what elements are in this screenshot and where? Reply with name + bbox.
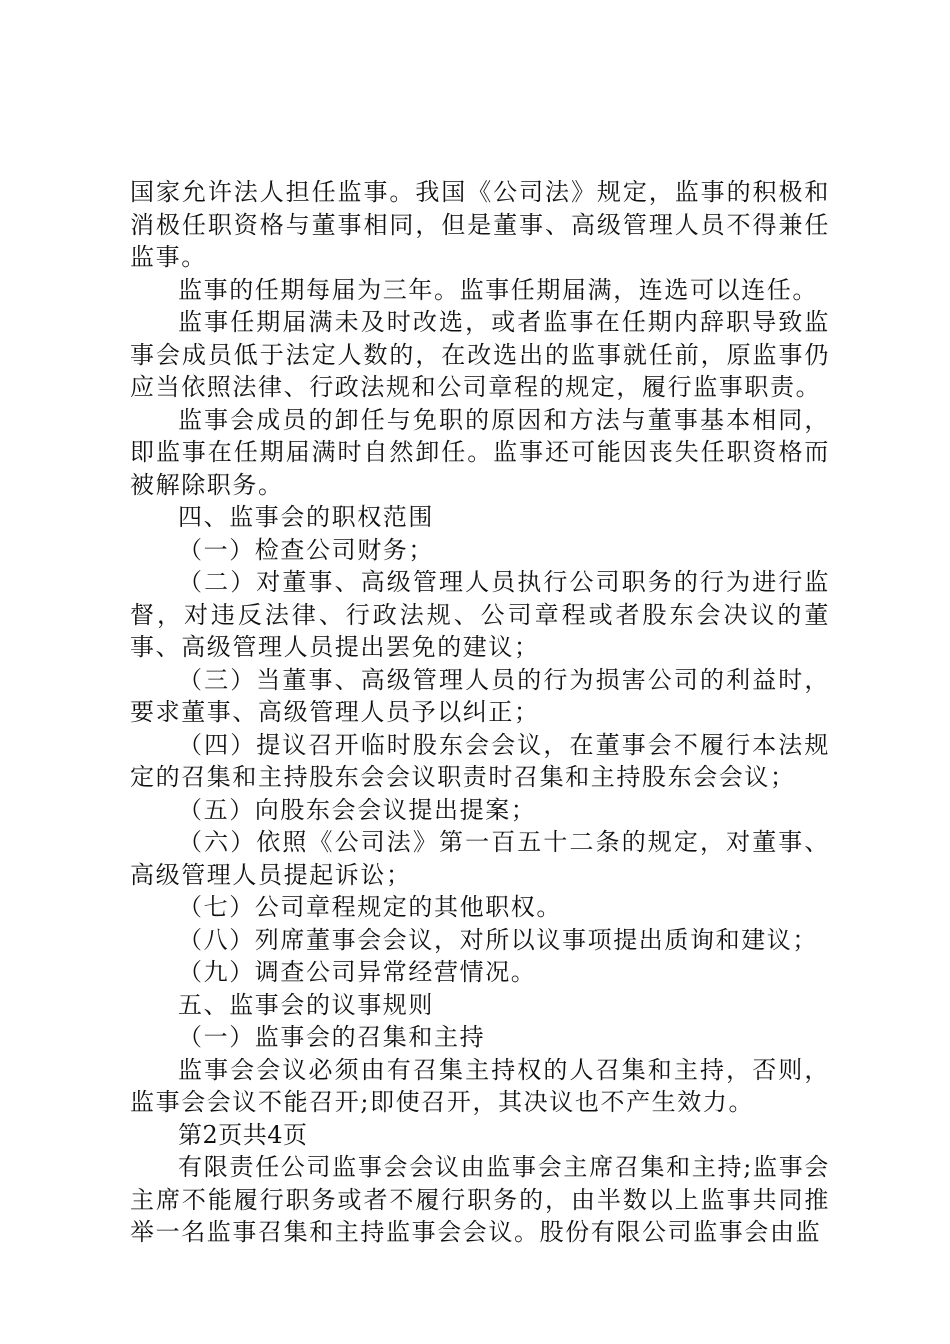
list-item: （四）提议召开临时股东会会议，在董事会不履行本法规定的召集和主持股东会会议职责时召集和主持股东会会议； [130, 730, 830, 791]
list-item: （六）依照《公司法》第一百五十二条的规定，对董事、高级管理人员提起诉讼； [130, 828, 830, 889]
paragraph: 国家允许法人担任监事。我国《公司法》规定，监事的积极和消极任职资格与董事相同，但是董事、高级管理人员不得兼任监事。 [130, 178, 830, 271]
list-item: （三）当董事、高级管理人员的行为损害公司的利益时，要求董事、高级管理人员予以纠正； [130, 665, 830, 726]
list-item: （五）向股东会会议提出提案； [178, 795, 537, 824]
paragraph: 监事任期届满未及时改选，或者监事在任期内辞职导致监事会成员低于法定人数的，在改选出的监事就任前，原监事仍应当依照法律、行政法规和公司章程的规定，履行监事职责。 [130, 308, 830, 401]
section-heading: 四、监事会的职权范围 [178, 503, 434, 531]
list-item: （九）调查公司异常经营情况。 [178, 958, 537, 986]
subsection-heading: （一）监事会的召集和主持 [178, 1023, 486, 1051]
list-item: （一）检查公司财务； [178, 535, 434, 564]
list-item: （七）公司章程规定的其他职权。 [178, 893, 562, 921]
section-heading: 五、监事会的议事规则 [178, 990, 434, 1019]
paragraph: 有限责任公司监事会会议由监事会主席召集和主持;监事会主席不能履行职务或者不履行职务的，由半数以上监事共同推举一名监事召集和主持监事会会议。股份有限公司监事会由监 [130, 1153, 830, 1246]
list-item: （二）对董事、高级管理人员执行公司职务的行为进行监督，对违反法律、行政法规、公司章程或者股东会决议的董事、高级管理人员提出罢免的建议； [130, 568, 830, 661]
list-item: （八）列席董事会会议，对所以议事项提出质询和建议； [178, 925, 818, 954]
document-body [130, 176, 830, 1249]
paragraph: 监事会成员的卸任与免职的原因和方法与董事基本相同，即监事在任期届满时自然卸任。监事还可能因丧失任职资格而被解除职务。 [130, 405, 830, 499]
paragraph: 监事会会议必须由有召集主持权的人召集和主持，否则，监事会会议不能召开;即使召开，其决议也不产生效力。 [130, 1055, 830, 1116]
paragraph: 监事的任期每届为三年。监事任期届满，连选可以连任。 [178, 275, 818, 304]
page-number: 第2页共4页 [178, 1120, 308, 1149]
